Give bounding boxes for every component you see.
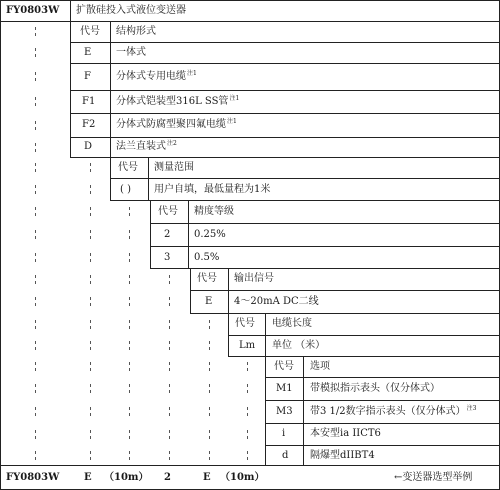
accuracy-code: 3 [164,252,171,263]
accuracy-code: 2 [164,229,171,240]
connector-dash [169,297,170,306]
connector-dash [129,275,130,284]
options-code-header: 代号 [274,361,294,372]
footnote-mark: 注1 [227,118,237,125]
footnote-mark: 注1 [187,70,197,77]
structure-option: 分体式专用电缆$^{注1}$ [116,70,197,82]
cable-description: 单位 （米） [272,340,326,351]
connector-dash [169,362,170,371]
footnote-mark: 注1 [229,95,240,102]
option-code: d [282,450,289,461]
connector-dash [90,384,91,393]
connector-dash [90,207,91,216]
option-code: M1 [276,383,293,394]
connector-dash [35,297,36,306]
option-description: 本安型ia IICT6 [310,428,381,439]
connector-dash [129,320,130,329]
connector-dash [90,253,91,262]
connector-dash [247,430,248,439]
connector-dash [35,121,36,130]
connector-dash [129,362,130,371]
connector-dash [129,207,130,216]
option-code: i [282,428,286,439]
range-description: 用户自填，最低量程为1米 [154,184,271,195]
connector-dash [247,451,248,460]
connector-dash [209,451,210,460]
structure-code-header: 代号 [80,26,100,37]
structure-code: E [84,47,92,58]
accuracy-name-header: 精度等级 [194,206,234,217]
example-caption: ←变送器选型举例 [394,472,473,483]
example-structure: E [84,472,92,483]
structure-option: 一体式 [116,47,146,58]
connector-dash [35,163,36,172]
connector-dash [90,451,91,460]
accuracy-value: 0.25% [194,229,226,240]
connector-dash [247,362,248,371]
accuracy-value: 0.5% [194,252,220,263]
connector-dash [209,384,210,393]
connector-dash [35,451,36,460]
connector-dash [129,407,130,416]
connector-dash [90,320,91,329]
connector-dash [209,407,210,416]
connector-dash [169,384,170,393]
connector-dash [35,27,36,36]
connector-dash [35,253,36,262]
connector-dash [209,430,210,439]
connector-dash [90,185,91,194]
connector-dash [35,275,36,284]
connector-dash [35,230,36,239]
connector-dash [90,297,91,306]
connector-dash [247,384,248,393]
connector-dash [35,185,36,194]
connector-dash [35,430,36,439]
connector-dash [35,97,36,106]
model-number: FY0803W [6,5,60,16]
range-name-header: 测量范围 [154,162,194,173]
connector-dash [90,407,91,416]
connector-dash [169,275,170,284]
range-code-header: 代号 [118,162,138,173]
connector-dash [35,207,36,216]
structure-code: F1 [82,96,96,107]
example-accuracy: 2 [164,472,171,483]
cable-code: Lm [239,340,256,351]
connector-dash [35,341,36,350]
connector-dash [90,230,91,239]
connector-dash [129,451,130,460]
connector-dash [129,430,130,439]
output-description: 4～20mA DC二线 [234,296,319,307]
option-code: M3 [276,406,293,417]
structure-option: 分体式铠装型316L SS管$^{注1}$ [116,95,240,107]
connector-dash [35,320,36,329]
structure-code: F2 [82,119,96,130]
output-name-header: 输出信号 [234,273,274,284]
connector-dash [90,341,91,350]
connector-dash [35,384,36,393]
connector-dash [209,362,210,371]
structure-code: D [84,141,93,152]
example-range: （10m） [104,472,149,483]
connector-dash [35,48,36,57]
connector-dash [169,451,170,460]
output-code-header: 代号 [197,273,217,284]
structure-option: 法兰直装式$^{注2}$ [116,140,177,152]
connector-dash [129,253,130,262]
options-name-header: 选项 [310,361,330,372]
option-description: 隔爆型dIIBT4 [310,450,375,461]
connector-dash [209,320,210,329]
connector-dash [35,362,36,371]
connector-dash [35,143,36,152]
product-title: 扩散硅投入式液位变送器 [76,5,186,16]
accuracy-code-header: 代号 [158,206,178,217]
footnote-mark: 注2 [167,140,177,147]
range-code: ( ) [120,184,131,195]
connector-dash [169,320,170,329]
output-code: E [205,296,213,307]
connector-dash [169,341,170,350]
connector-dash [35,407,36,416]
option-description: 带3 1/2数字指示表头（仅分体式）$^{注3}$ [310,405,477,417]
cable-name-header: 电缆长度 [272,318,312,329]
connector-dash [90,430,91,439]
connector-dash [90,275,91,284]
connector-dash [90,362,91,371]
structure-name-header: 结构形式 [116,26,156,37]
example-output: E [203,472,211,483]
connector-dash [129,230,130,239]
connector-dash [129,384,130,393]
option-description: 带模拟指示表头（仅分体式） [310,383,440,394]
connector-dash [247,407,248,416]
structure-code: F [84,71,91,82]
connector-dash [209,341,210,350]
connector-dash [129,297,130,306]
footnote-mark: 注3 [466,405,477,412]
connector-dash [35,72,36,81]
example-model: FY0803W [6,472,60,483]
connector-dash [169,430,170,439]
connector-dash [90,163,91,172]
cable-code-header: 代号 [235,318,255,329]
connector-dash [169,407,170,416]
connector-dash [129,341,130,350]
structure-option: 分体式防腐型聚四氟电缆$^{注1}$ [116,118,237,130]
example-cable: （10m） [220,472,265,483]
